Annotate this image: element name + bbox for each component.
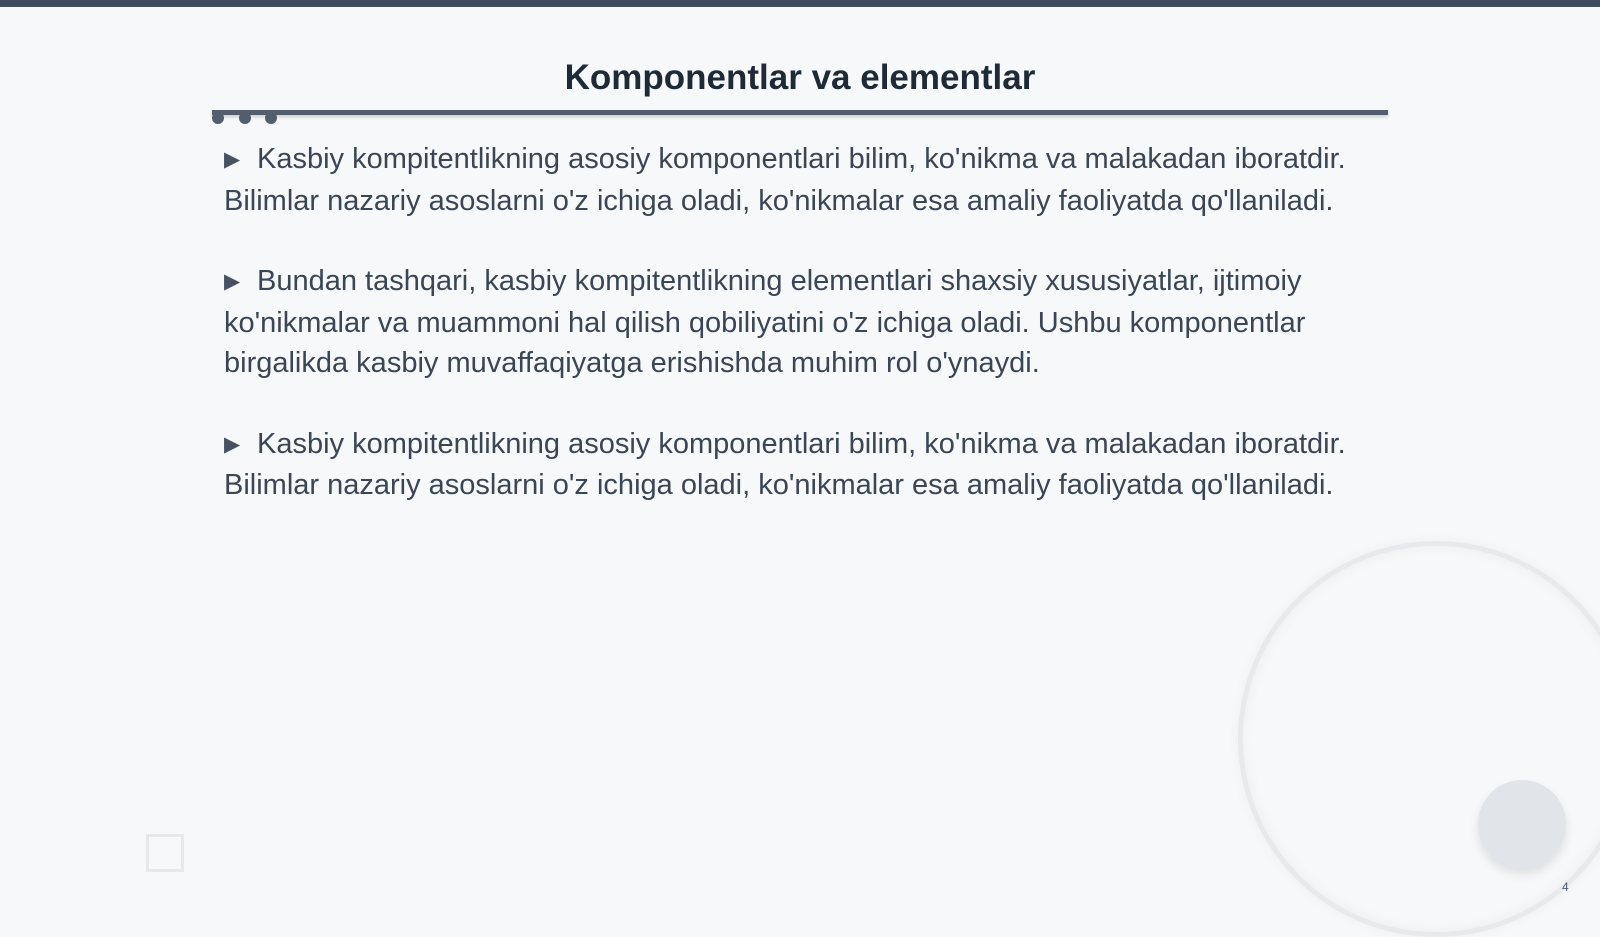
bullet-item [224, 424, 1374, 506]
decorative-square [146, 834, 184, 872]
bullet-text: Kasbiy kompitentlikning asosiy komponentlari bilim, ko'nikma va malakadan iboratdir. Bilimlar nazariy asoslarni o'z ichiga oladi, ko'nikmalar esa amaliy faoliyatda qo'llaniladi. [224, 143, 1346, 217]
bullet-item [224, 139, 1374, 221]
decorative-disc [1478, 780, 1566, 868]
title-underline [212, 110, 1388, 115]
triangle-bullet-icon: ▶ [224, 148, 241, 171]
triangle-bullet-icon: ▶ [224, 432, 241, 456]
bullet-text: Kasbiy kompitentlikning asosiy komponentlari bilim, ko'nikma va malakadan iboratdir. Bilimlar nazariy asoslarni o'z ichiga oladi, ko'nikmalar esa amaliy faoliyatda qo'llaniladi. [224, 427, 1346, 501]
decorative-ring [1238, 541, 1600, 937]
underline-dot [265, 112, 277, 124]
page-number: 4 [1562, 880, 1569, 894]
top-accent-bar [0, 0, 1600, 7]
bullet-item [224, 261, 1374, 384]
bullet-list [224, 139, 1374, 546]
triangle-bullet-icon: ▶ [224, 270, 241, 293]
underline-dot [212, 112, 224, 124]
slide-title: Komponentlar va elementlar [564, 58, 1036, 97]
underline-dot [239, 112, 251, 124]
bullet-text: Bundan tashqari, kasbiy kompitentlikning elementlari shaxsiy xususiyatlar, ijtimoiy ko'nikmalar va muammoni hal qilish qobiliyatini o'z ichiga oladi. Ushbu komponentlar birgalikda kasbiy muvaffaqiyatga erishishda muhim rol o'ynaydi. [224, 265, 1306, 379]
